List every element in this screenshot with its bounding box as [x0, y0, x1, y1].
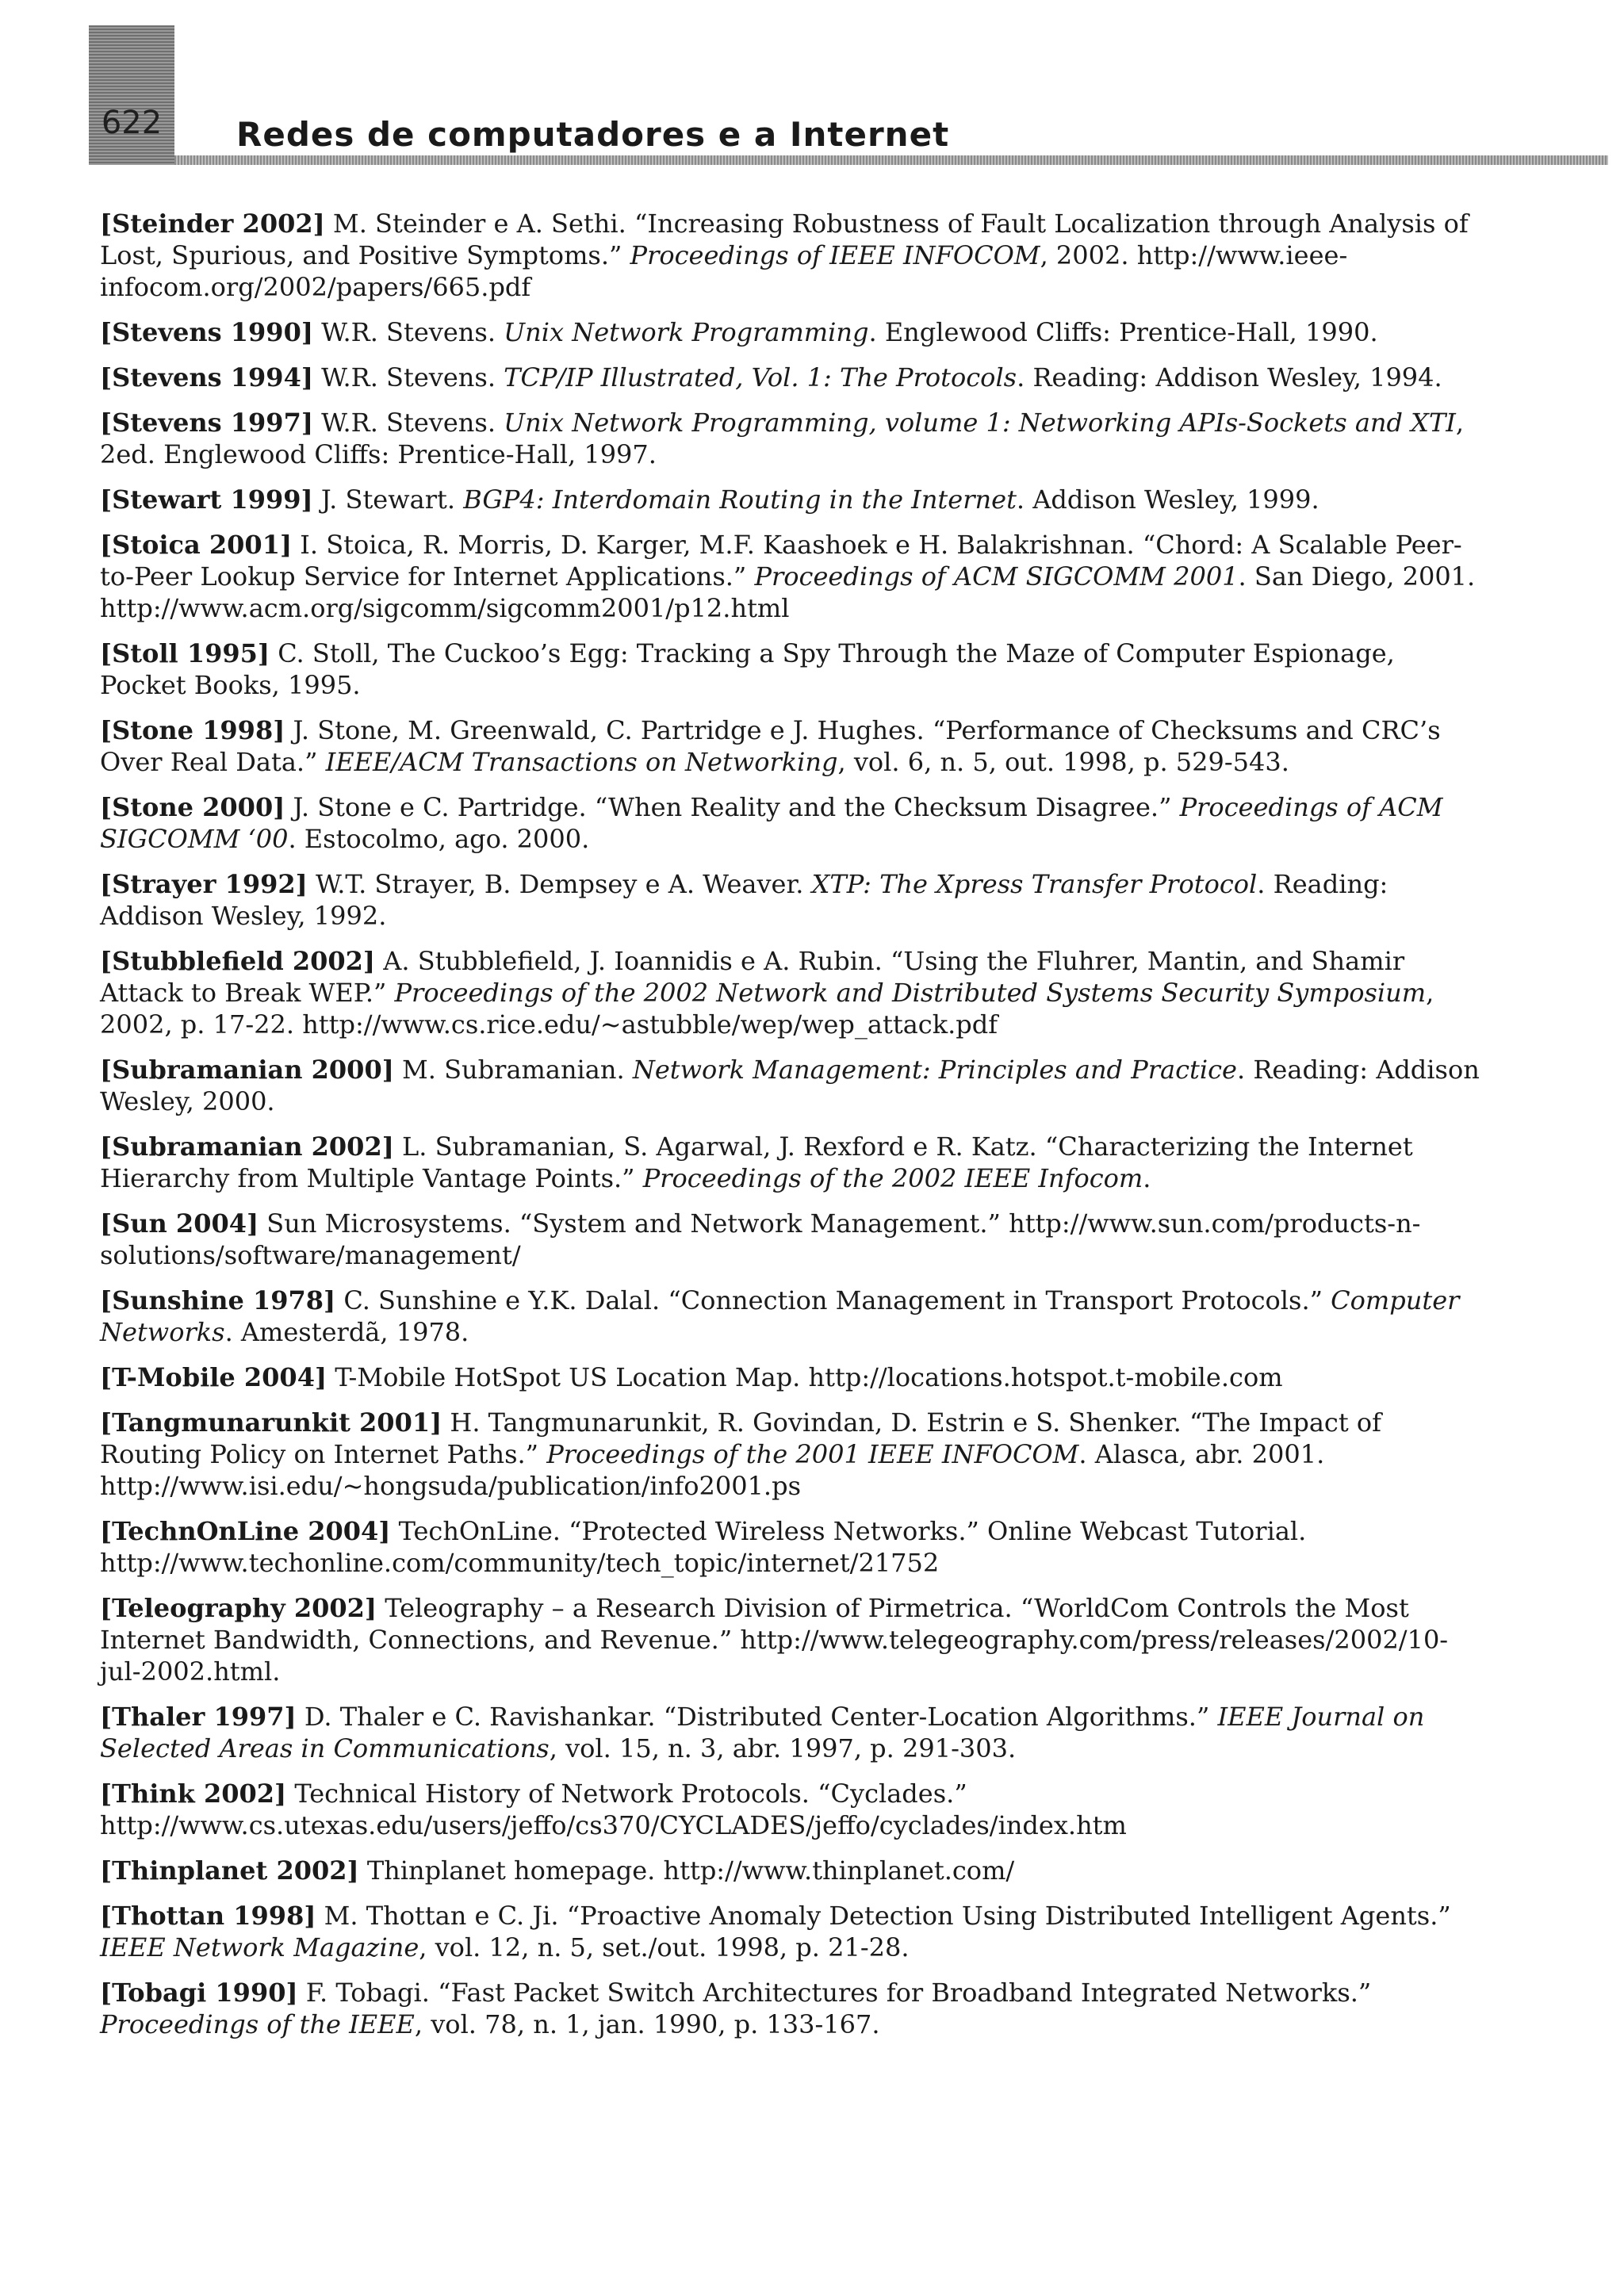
- reference-entry: [100, 1701, 1480, 1764]
- reference-entry: [100, 1592, 1480, 1687]
- reference-text: , vol. 12, n. 5, set./out. 1998, p. 21-28.: [419, 1932, 910, 1962]
- reference-text: J. Stewart.: [312, 484, 464, 515]
- reference-text: M. Subramanian.: [393, 1055, 633, 1085]
- reference-entry: [100, 868, 1480, 932]
- reference-title: Computer Networks: [100, 1285, 1460, 1347]
- reference-text: J. Stone, M. Greenwald, C. Partridge e J. Hughes. “Performance of Checksums and CRC’s Over Real Data.”: [100, 715, 1441, 777]
- reference-entry: [100, 791, 1480, 855]
- reference-text: M. Steinder e A. Sethi. “Increasing Robustness of Fault Localization through Analysis of Lost, Spurious, and Positive Symptoms.”: [100, 209, 1469, 270]
- reference-text: .: [1143, 1163, 1151, 1193]
- reference-entry: [100, 945, 1480, 1040]
- reference-text: I. Stoica, R. Morris, D. Karger, M.F. Kaashoek e H. Balakrishnan. “Chord: A Scalable Peer-to-Peer Lookup Service for Internet Applications.”: [100, 530, 1462, 592]
- reference-entry: [100, 529, 1480, 624]
- reference-key: [Thinplanet 2002]: [100, 1855, 359, 1886]
- reference-text: , 2ed. Englewood Cliffs: Prentice-Hall, 1997.: [100, 408, 1465, 469]
- reference-text: J. Stone e C. Partridge. “When Reality and the Checksum Disagree.”: [285, 792, 1180, 822]
- reference-entry: [100, 1054, 1480, 1117]
- reference-title: Proceedings of the 2001 IEEE INFOCOM: [546, 1439, 1079, 1469]
- reference-title: Proceedings of the 2002 IEEE Infocom: [642, 1163, 1143, 1193]
- reference-title: BGP4: Interdomain Routing in the Internet: [463, 484, 1017, 515]
- reference-text: A. Stubblefield, J. Ioannidis e A. Rubin. “Using the Fluhrer, Mantin, and Shamir Attack to Break WEP.”: [100, 946, 1405, 1008]
- reference-title: XTP: The Xpress Transfer Protocol: [811, 869, 1258, 899]
- reference-text: C. Sunshine e Y.K. Dalal. “Connection Management in Transport Protocols.”: [335, 1285, 1331, 1315]
- running-title: Redes de computadores e a Internet: [236, 115, 950, 154]
- reference-text: . Reading: Addison Wesley, 1992.: [100, 869, 1388, 931]
- reference-text: W.R. Stevens.: [312, 408, 504, 438]
- reference-text: Sun Microsystems. “System and Network Management.” http://www.sun.com/products-n-solutions/software/management/: [100, 1208, 1421, 1270]
- page-header: [0, 0, 1624, 167]
- reference-entry: [100, 1778, 1480, 1841]
- reference-list: [100, 208, 1480, 2054]
- reference-entry: [100, 1131, 1480, 1194]
- reference-key: [Tobagi 1990]: [100, 1978, 298, 2008]
- reference-key: [TechnOnLine 2004]: [100, 1516, 391, 1546]
- reference-entry: [100, 1855, 1480, 1886]
- reference-text: , 2002. http://www.ieee-infocom.org/2002/papers/665.pdf: [100, 240, 1348, 302]
- reference-text: . Alasca, abr. 2001. http://www.isi.edu/~hongsuda/publication/info2001.ps: [100, 1439, 1325, 1501]
- reference-entry: [100, 1977, 1480, 2040]
- reference-entry: [100, 316, 1480, 348]
- reference-text: Thinplanet homepage. http://www.thinplanet.com/: [358, 1855, 1015, 1886]
- reference-text: , 2002, p. 17-22. http://www.cs.rice.edu/~astubble/wep/wep_attack.pdf: [100, 978, 1434, 1040]
- reference-entry: [100, 1285, 1480, 1348]
- reference-key: [Tangmunarunkit 2001]: [100, 1407, 442, 1438]
- reference-entry: [100, 407, 1480, 470]
- reference-text: . Englewood Cliffs: Prentice-Hall, 1990.: [868, 317, 1378, 347]
- reference-key: [Stewart 1999]: [100, 484, 313, 515]
- reference-entry: [100, 484, 1480, 515]
- reference-key: [Stone 2000]: [100, 792, 285, 822]
- reference-title: Proceedings of the 2002 Network and Distributed Systems Security Symposium: [394, 978, 1427, 1008]
- reference-text: , vol. 15, n. 3, abr. 1997, p. 291-303.: [549, 1733, 1017, 1763]
- reference-key: [T-Mobile 2004]: [100, 1362, 327, 1392]
- reference-key: [Thottan 1998]: [100, 1901, 316, 1931]
- reference-text: Teleography – a Research Division of Pirmetrica. “WorldCom Controls the Most Internet Bandwidth, Connections, and Revenue.” http://www.telegeography.com/press/releases/2002/10-jul-2002.html.: [100, 1593, 1449, 1687]
- reference-text: , vol. 6, n. 5, out. 1998, p. 529-543.: [837, 747, 1289, 777]
- reference-key: [Stoica 2001]: [100, 530, 293, 560]
- reference-title: Proceedings of ACM SIGCOMM ‘00: [100, 792, 1443, 854]
- reference-entry: [100, 1515, 1480, 1579]
- reference-entry: [100, 208, 1480, 303]
- reference-key: [Sun 2004]: [100, 1208, 259, 1239]
- reference-key: [Subramanian 2000]: [100, 1055, 394, 1085]
- reference-title: Proceedings of ACM SIGCOMM 2001: [754, 561, 1239, 592]
- reference-title: IEEE/ACM Transactions on Networking: [325, 747, 838, 777]
- header-rule: [174, 155, 1608, 165]
- reference-text: , vol. 78, n. 1, jan. 1990, p. 133-167.: [414, 2009, 880, 2039]
- reference-key: [Stone 1998]: [100, 715, 285, 745]
- reference-text: C. Stoll, The Cuckoo’s Egg: Tracking a Spy Through the Maze of Computer Espionage, Pocket Books, 1995.: [100, 638, 1395, 700]
- reference-text: . Reading: Addison Wesley, 2000.: [100, 1055, 1480, 1116]
- page-number-badge: [89, 25, 174, 165]
- reference-title: TCP/IP Illustrated, Vol. 1: The Protocols: [504, 362, 1017, 392]
- reference-title: Network Management: Principles and Practice: [632, 1055, 1237, 1085]
- reference-title: Unix Network Programming: [504, 317, 869, 347]
- reference-key: [Stevens 1994]: [100, 362, 313, 392]
- reference-key: [Thaler 1997]: [100, 1702, 297, 1732]
- reference-text: M. Thottan e C. Ji. “Proactive Anomaly Detection Using Distributed Intelligent Agents.”: [316, 1901, 1451, 1931]
- reference-text: F. Tobagi. “Fast Packet Switch Architectures for Broadband Integrated Networks.”: [297, 1978, 1372, 2008]
- reference-title: Proceedings of the IEEE: [100, 2009, 415, 2039]
- reference-entry: [100, 1208, 1480, 1271]
- reference-title: Unix Network Programming, volume 1: Networking APIs-Sockets and XTI: [504, 408, 1456, 438]
- reference-entry: [100, 362, 1480, 393]
- reference-entry: [100, 1900, 1480, 1963]
- reference-key: [Subramanian 2002]: [100, 1132, 394, 1162]
- reference-entry: [100, 714, 1480, 778]
- reference-title: IEEE Journal on Selected Areas in Communications: [100, 1702, 1425, 1763]
- page-number: 622: [101, 105, 163, 141]
- reference-entry: [100, 1361, 1480, 1393]
- reference-key: [Stevens 1990]: [100, 317, 313, 347]
- reference-key: [Stubblefield 2002]: [100, 946, 376, 976]
- reference-entry: [100, 1407, 1480, 1502]
- reference-text: T-Mobile HotSpot US Location Map. http://locations.hotspot.t-mobile.com: [327, 1362, 1283, 1392]
- reference-key: [Stevens 1997]: [100, 408, 313, 438]
- reference-key: [Steinder 2002]: [100, 209, 325, 239]
- reference-text: . Reading: Addison Wesley, 1994.: [1017, 362, 1442, 392]
- reference-key: [Think 2002]: [100, 1779, 287, 1809]
- reference-key: [Stoll 1995]: [100, 638, 270, 668]
- reference-text: Technical History of Network Protocols. “Cyclades.” http://www.cs.utexas.edu/users/jeffo/cs370/CYCLADES/jeffo/cyclades/index.htm: [100, 1779, 1127, 1840]
- reference-text: W.T. Strayer, B. Dempsey e A. Weaver.: [307, 869, 812, 899]
- reference-key: [Sunshine 1978]: [100, 1285, 336, 1315]
- reference-text: . Addison Wesley, 1999.: [1016, 484, 1320, 515]
- reference-text: H. Tangmunarunkit, R. Govindan, D. Estrin e S. Shenker. “The Impact of Routing Policy on Internet Paths.”: [100, 1407, 1381, 1469]
- reference-text: . Estocolmo, ago. 2000.: [288, 824, 590, 854]
- reference-entry: [100, 638, 1480, 701]
- reference-text: . San Diego, 2001. http://www.acm.org/sigcomm/sigcomm2001/p12.html: [100, 561, 1476, 623]
- reference-text: TechOnLine. “Protected Wireless Networks.” Online Webcast Tutorial. http://www.techonline.com/community/tech_topic/internet/21752: [100, 1516, 1307, 1578]
- reference-text: W.R. Stevens.: [312, 317, 504, 347]
- reference-key: [Strayer 1992]: [100, 869, 308, 899]
- reference-text: D. Thaler e C. Ravishankar. “Distributed Center-Location Algorithms.”: [296, 1702, 1218, 1732]
- reference-text: W.R. Stevens.: [312, 362, 504, 392]
- reference-text: L. Subramanian, S. Agarwal, J. Rexford e R. Katz. “Characterizing the Internet Hierarchy from Multiple Vantage Points.”: [100, 1132, 1413, 1193]
- reference-title: IEEE Network Magazine: [100, 1932, 419, 1962]
- reference-key: [Teleography 2002]: [100, 1593, 377, 1623]
- reference-text: . Amesterdã, 1978.: [224, 1317, 469, 1347]
- reference-title: Proceedings of IEEE INFOCOM: [630, 240, 1040, 270]
